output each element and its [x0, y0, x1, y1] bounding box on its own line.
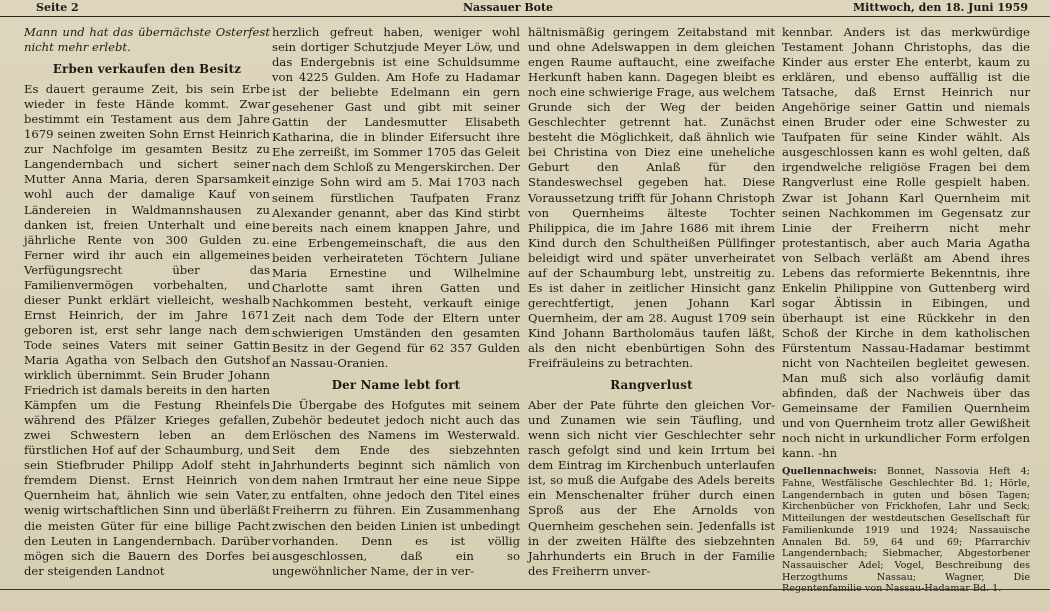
- column-1: [24, 25, 270, 579]
- column-4-body: kennbar. Anders ist das merkwürdige Testament Johann Christophs, das die Kinder aus erster Ehe enterbt, kaum zu erklären, und ebenso auffällig ist die Tatsache, daß Ernst Heinrich nur Angehörige seiner Gattin und niemals einen Bruder oder eine Schwester zu Taufpaten für seine Kinder wählt. Als ausgeschlossen kann es wohl gelten, daß irgendwelche religiöse Fragen bei dem Rangverlust eine Rolle gespielt haben. Zwar ist Johann Karl Quernheim mit seinen Nachkommen im Gegensatz zur Linie der Freiherrn nicht mehr protestantisch, aber auch Maria Agatha von Selbach verläßt am Abend ihres Lebens das reformierte Bekenntnis, ihre Enkelin Philippine von Guttenberg wird sogar Äbtissin in Eibingen, und überhaupt ist eine Rückkehr in den Schoß der Kirche in dem katholischen Fürstentum Nassau-Hadamar bestimmt nicht von Nachteilen begleitet gewesen. Man muß sich also vorläufig damit abfinden, daß der Nachweis über das Gemeinsame der Familien Quernheim und von Quernheim trotz aller Gewißheit noch nicht in urkundlicher Form erfolgen kann. -hn: [782, 25, 1030, 461]
- bottom-rule: [0, 589, 1050, 590]
- column-3-body: hältnismäßig geringem Zeitabstand mit und ohne Adelswappen in dem gleichen engen Raume auftaucht, eine zweifache Herkunft haben kann. Dagegen bleibt es noch eine schwierige Frage, aus welchem Grunde sich der Weg der beiden Geschlechter getrennt hat. Zunächst besteht die Möglichkeit, daß ähnlich wie bei Christina von Diez eine uneheliche Geburt den Anlaß für den Standeswechsel gegeben hat. Diese Voraussetzung trifft für Johann Christoph von Quernheims älteste Tochter Philippica, die im Jahre 1686 mit ihrem Kind durch den Schultheißen Püllfinger beleidigt wird und später unverheiratet auf der Schaumburg lebt, unstreitig zu. Es ist daher in zeitlicher Hinsicht ganz gerechtfertigt, jenen Johann Karl Quernheim, der am 28. August 1709 sein Kind Johann Bartholomäus taufen läßt, als den nicht ebenbürtigen Sohn des Freifräuleins zu betrachten.: [528, 25, 775, 371]
- newspaper-name: Nassauer Bote: [463, 1, 554, 14]
- column-1-intro: Mann und hat das übernächste Osterfest nicht mehr erlebt.: [24, 25, 270, 55]
- page-header: [0, 0, 1050, 17]
- sources-text: Bonnet, Nassovia Heft 4; Fahne, Westfälische Geschlechter Bd. 1; Hörle, Langendernbach in guten und bösen Tagen; Kirchenbücher von Frickhofen, Lahr und Seck; Mitteilungen der westdeutschen Gesellschaft für Familienkunde 1919 und 1924; Nassauische Annalen Bd. 59, 64 und 69; Pfarrarchiv Langendernbach; Siebmacher, Abgestorbener Nassauischer Adel; Vogel, Beschreibung des Herzogthums Nassau; Wagner, Die Regentenfamilie von Nassau-Hadamar Bd. 1.: [782, 466, 1030, 595]
- column-2: [272, 25, 520, 579]
- column-1-body: Es dauert geraume Zeit, bis sein Erbe wieder in feste Hände kommt. Zwar bestimmt ein Testament aus dem Jahre 1679 seinen zweiten Sohn Ernst Heinrich zur Nachfolge im gesamten Besitz zu Langendernbach und sichert seiner Mutter Anna Maria, deren Sparsamkeit wohl auch der damalige Kauf von Ländereien in Waldmannshausen zu danken ist, freien Unterhalt und eine jährliche Rente von 300 Gulden zu. Ferner wird ihr auch ein allgemeines Verfügungsrecht über das Familienvermögen vorbehalten, und dieser Punkt erklärt vielleicht, weshalb Ernst Heinrich, der im Jahre 1671 geboren ist, erst sehr lange nach dem Tode seines Vaters mit seiner Gattin Maria Agatha von Selbach den Gutshof wirklich übernimmt. Sein Bruder Johann Friedrich ist damals bereits in den harten Kämpfen um die Festung Rheinfels während des Pfälzer Krieges gefallen, zwei Schwestern leben an dem fürstlichen Hof auf der Schaumburg, und sein Stiefbruder Philipp Adolf steht in fremdem Dienst. Ernst Heinrich von Quernheim hat, ähnlich wie sein Vater, wenig wirtschaftlichen Sinn und überläßt die meisten Güter für eine billige Pacht den Leuten in Langendernbach. Darüber mögen sich die Bauern des Dorfes bei der steigenden Landnot: [24, 82, 270, 578]
- column-2-body: herzlich gefreut haben, weniger wohl sein dortiger Schutzjude Meyer Löw, und das Endergebnis ist eine Schuldsumme von 4225 Gulden. Am Hofe zu Hadamar ist der beliebte Edelmann ein gern gesehener Gast und gibt mit seiner Gattin der Landesmutter Elisabeth Katharina, die in blinder Eifersucht ihre Ehe zerreißt, im Sommer 1705 das Geleit nach dem Schloß zu Mengerskirchen. Der einzige Sohn wird am 5. Mai 1703 nach seinem fürstlichen Taufpaten Franz Alexander genannt, aber das Kind stirbt bereits nach einem knappen Jahre, und eine Erbengemeinschaft, die aus den beiden verheirateten Töchtern Juliane Maria Ernestine und Wilhelmine Charlotte samt ihren Gatten und Nachkommen besteht, verkauft einige Zeit nach dem Tode der Eltern unter schwierigen Umständen den gesamten Besitz in der Gegend für 62 357 Gulden an Nassau-Oranien.: [272, 25, 520, 371]
- issue-date: Mittwoch, den 18. Juni 1959: [853, 1, 1028, 14]
- section-heading-erben: Erben verkaufen den Besitz: [52, 62, 242, 77]
- sources-label: Quellennachweis:: [782, 466, 877, 478]
- section-heading-name: Der Name lebt fort: [331, 378, 461, 393]
- column-2-body-2: Die Übergabe des Hofgutes mit seinem Zubehör bedeutet jedoch nicht auch das Erlöschen des Namens im Westerwald. Seit dem Ende des siebzehnten Jahrhunderts beginnt sich nämlich von dem nahen Irmtraut her eine neue Sippe zu entfalten, ohne jedoch den Titel eines Freiherrn zu führen. Ein Zusammenhang zwischen den beiden Linien ist unbedingt vorhanden. Denn es ist völlig ausgeschlossen, daß ein so ungewöhnlicher Name, der in ver-: [272, 398, 520, 578]
- page-number: Seite 2: [36, 1, 79, 14]
- column-4: [782, 25, 1030, 595]
- column-3-body-2: Aber der Pate führte den gleichen Vor- und Zunamen wie sein Täufling, und wenn sich nicht vier Geschlechter sehr rasch gefolgt sind und kein Irrtum bei dem Eintrag im Kirchenbuch unterlaufen ist, so muß die Aufgabe des Adels bereits ein Menschenalter früher durch einen Sproß aus der Ehe Arnolds von Quernheim geschehen sein. Jedenfalls ist in der zweiten Hälfte des siebzehnten Jahrhunderts ein Bruch in der Familie des Freiherrn unver-: [528, 398, 775, 578]
- sources-note: [782, 466, 1030, 595]
- section-heading-rangverlust: Rangverlust: [610, 378, 693, 393]
- column-3: [528, 25, 775, 579]
